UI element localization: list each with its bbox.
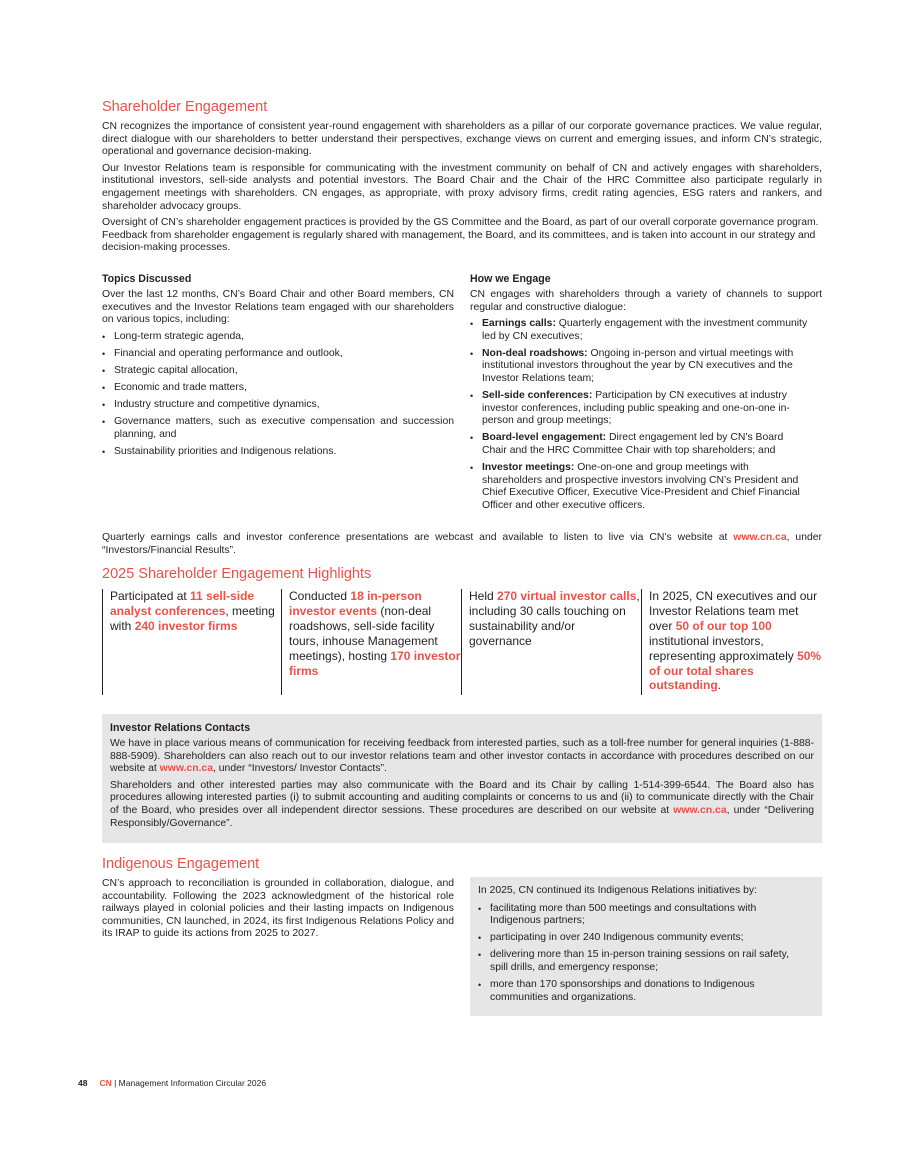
list-item: • Sustainability priorities and Indigenous relations.: [102, 446, 454, 459]
topics-column: [102, 273, 454, 459]
highlight-text: Participated at: [110, 589, 191, 603]
highlight-box-calls: [461, 589, 641, 695]
contacts-heading: Investor Relations Contacts: [110, 722, 251, 734]
highlight-text: , including 30 calls touching on sustainability and/or governance: [469, 589, 640, 648]
item-text: Quarterly engagement with the investment community led by CN executives;: [482, 318, 808, 342]
list-item: • Industry structure and competitive dynamics,: [102, 399, 454, 412]
section-title-highlights: 2025 Shareholder Engagement Highlights: [102, 566, 372, 582]
highlight-text: .: [717, 678, 721, 693]
item-label: Earnings calls:: [482, 318, 556, 330]
paragraph: Oversight of CN’s shareholder engagement practices is provided by the GS Committee and the Board, as part of our overall corporate governance program. Feedback from shareholder engagement is regularly shared with management, the Board, and its committees, and is taken into account in our strategy and decision-making processes.: [102, 217, 819, 254]
list-item: [470, 432, 810, 457]
highlight-text: In 2025, CN executives and our Investor Relations team met over: [649, 589, 818, 633]
webcast-text: , under “Investors/Financial Results”.: [102, 532, 822, 556]
topics-heading: Topics Discussed: [102, 273, 192, 285]
page-number: 48: [78, 1078, 88, 1088]
list-item: • Economic and trade matters,: [102, 382, 454, 395]
website-link[interactable]: www.cn.ca: [733, 532, 787, 543]
how-heading: How we Engage: [470, 273, 551, 285]
initiatives-intro: In 2025, CN continued its Indigenous Relations initiatives by:: [478, 885, 757, 896]
initiatives-list: [478, 903, 798, 1005]
list-item: [470, 318, 810, 343]
contacts-text: We have in place various means of communication for receiving feedback from interested parties, such as a toll-free number for general inquiries (1-888-888-5909). Shareholders can also reach out to our investor relations team and other investor contacts in accordance with procedures described on our website at: [110, 738, 814, 775]
list-item: [470, 348, 810, 386]
how-list: [470, 318, 810, 512]
investor-contacts-box: [102, 714, 822, 843]
webcast-text: Quarterly earnings calls and investor conference presentations are webcast and available to listen to live via CN’s website at: [102, 532, 734, 543]
brand-logo: CN: [99, 1078, 112, 1088]
contacts-text: Shareholders and other interested parties may also communicate with the Board and its Chair by calling 1-514-399-6544. The Board also has procedures allowing interested parties (i) to submit accounting and auditing complaints or concerns to us and (ii) to communicate directly with the Chair of the Board, who presides over all independent director sessions. These procedures are described on our website at: [110, 779, 814, 816]
paragraph: Our Investor Relations team is responsible for communicating with the investment community on behalf of CN and actively engages with shareholders, institutional investors, sell-side analysts and potential investors. The Board Chair and the Chair of the HRC Committee also participate regularly in engagement meetings with shareholders. CN engages, as appropriate, with proxy advisory firms, credit rating agencies, ESG raters and rankers, and shareholder advocacy groups.: [102, 162, 822, 212]
section-title-indigenous: Indigenous Engagement: [102, 856, 260, 872]
highlight-text: , meeting with: [110, 603, 275, 633]
highlight-box-events: [281, 589, 461, 695]
page-footer: [78, 1078, 266, 1088]
highlight-text: Conducted: [289, 589, 351, 603]
list-item: • facilitating more than 500 meetings and consultations with Indigenous partners;: [478, 903, 798, 928]
list-item: • Financial and operating performance and outlook,: [102, 348, 454, 361]
item-text: Participation by CN executives at industry investor conferences, including public speaking and one-on-one in-person and group meetings;: [482, 390, 790, 427]
item-text: Direct engagement led by CN’s Board Chair and the HRC Committee Chair with top shareholders; and: [482, 432, 784, 457]
highlight-box-conferences: [102, 589, 280, 695]
website-link[interactable]: www.cn.ca: [159, 763, 213, 775]
how-column: [470, 273, 822, 513]
item-text: Ongoing in-person and virtual meetings with institutional investors throughout the year by CN executives and the Investor Relations team;: [482, 347, 794, 385]
highlight-text: institutional investors, representing approximately: [649, 633, 798, 663]
document-title: | Management Information Circular 2026: [111, 1078, 267, 1088]
highlight-text: Held: [469, 589, 498, 603]
list-item: [470, 390, 810, 428]
contacts-paragraph: [110, 738, 814, 776]
contacts-text: , under “Investors/ Investor Contacts”.: [213, 763, 387, 775]
list-item: • Governance matters, such as executive compensation and succession planning, and: [102, 416, 454, 441]
highlight-text: (non-deal roadshows, sell-side facility tours, inhouse Management meetings), hosting: [289, 603, 438, 663]
highlight-figure: 170 investor firms: [289, 648, 461, 678]
item-label: Sell-side conferences:: [482, 390, 593, 402]
highlight-figure: 270 virtual investor calls: [497, 589, 637, 603]
indigenous-initiatives-box: [470, 877, 822, 1016]
topics-intro: Over the last 12 months, CN’s Board Chair and other Board members, CN executives and the Investor Relations team engaged with our shareholders on various topics, including:: [102, 289, 454, 326]
section-title-shareholder-engagement: Shareholder Engagement: [102, 99, 268, 115]
list-item: • participating in over 240 Indigenous community events;: [478, 932, 798, 945]
item-text: One-on-one and group meetings with shareholders and prospective investors involving CN’s President and Chief Executive Officer, Executive Vice-President and Chief Financial Officer and other executive officers.: [482, 462, 800, 511]
contacts-text: , under “Delivering Responsibly/Governance”.: [110, 804, 814, 829]
topics-list: [102, 331, 454, 459]
item-label: Investor meetings:: [482, 462, 575, 474]
item-label: Non-deal roadshows:: [482, 347, 588, 359]
highlight-figure: 11 sell-side analyst conferences: [110, 589, 255, 618]
item-label: Board-level engagement:: [482, 432, 607, 444]
list-item: [470, 462, 810, 512]
website-link[interactable]: www.cn.ca: [673, 804, 727, 816]
list-item: • more than 170 sponsorships and donations to Indigenous communities and organizations.: [478, 979, 798, 1004]
highlight-figure: 18 in-person investor events: [289, 589, 422, 618]
list-item: • Strategic capital allocation,: [102, 365, 454, 378]
how-intro: CN engages with shareholders through a variety of channels to support regular and constructive dialogue:: [470, 289, 822, 313]
highlight-figure: 50% of our total shares outstanding: [649, 648, 822, 693]
contacts-paragraph: [110, 780, 814, 830]
list-item: • Long-term strategic agenda,: [102, 331, 454, 344]
list-item: • delivering more than 15 in-person training sessions on rail safety, spill drills, and emergency response;: [478, 949, 798, 974]
indigenous-paragraph: CN’s approach to reconciliation is grounded in collaboration, dialogue, and accountability. Following the 2023 acknowledgment of the historical role railways played in colonial policies and their lasting impacts on Indigenous communities, CN launched, in 2024, its first Indigenous Relations Policy and its IRAP to guide its actions from 2025 to 2027.: [102, 878, 454, 940]
webcast-paragraph: [102, 532, 822, 557]
highlight-figure: 240 investor firms: [134, 618, 238, 633]
highlight-box-investors: [641, 589, 822, 695]
paragraph: CN recognizes the importance of consistent year-round engagement with shareholders as a pillar of our corporate governance practices. We value regular, direct dialogue with our shareholders to better understand their perspectives, exchange views on current and emerging issues, and inform CN’s strategic, operational and governance decision-making.: [102, 121, 822, 158]
highlight-figure: 50 of our top 100: [675, 618, 772, 633]
